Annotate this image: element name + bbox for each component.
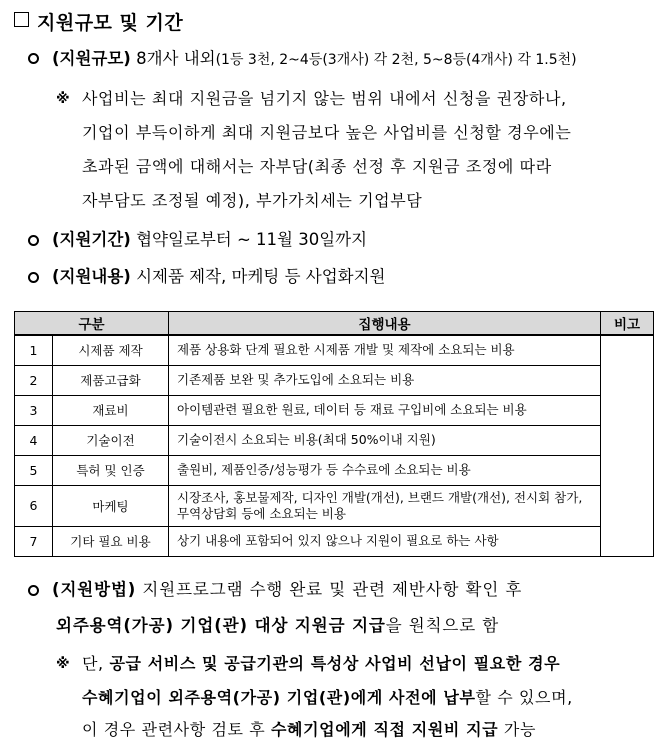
execution-table xyxy=(14,311,654,557)
row-number: 1 xyxy=(15,335,53,365)
scale-detail: (1등 3천, 2~4등(3개사) 각 2천, 5~8등(4개사) 각 1.5천) xyxy=(215,52,577,68)
table-row xyxy=(15,526,654,556)
row-description xyxy=(169,485,601,526)
table-header-row xyxy=(15,312,654,336)
row-description: 제품 상용화 단계 필요한 시제품 개발 및 제작에 소요되는 비용 xyxy=(169,335,601,365)
row-category: 제품고급화 xyxy=(53,365,169,395)
row-number: 5 xyxy=(15,455,53,485)
row-description: 상기 내용에 포함되어 있지 않으나 지원이 필요로 하는 사항 xyxy=(169,526,601,556)
row-number: 3 xyxy=(15,395,53,425)
method-note-3a: 이 경우 관련사항 검토 후 xyxy=(82,720,271,739)
row-description: 기존제품 보완 및 추가도입에 소요되는 비용 xyxy=(169,365,601,395)
method-line-1 xyxy=(52,580,522,600)
method-text-1: 지원프로그램 수행 완료 및 관련 제반사항 확인 후 xyxy=(142,580,523,599)
header-execution: 집행내용 xyxy=(169,312,601,336)
method-text-2-rest: 을 원칙으로 함 xyxy=(385,616,500,635)
row-category: 기술이전 xyxy=(53,425,169,455)
row-category: 특허 및 인증 xyxy=(53,455,169,485)
remark-cell xyxy=(601,335,654,556)
table-row xyxy=(15,335,654,365)
method-line-2 xyxy=(56,616,499,636)
scale-note-line-1: 사업비는 최대 지원금을 넘기지 않는 범위 내에서 신청을 권장하나, xyxy=(82,89,567,108)
row-category: 마케팅 xyxy=(53,485,169,526)
header-category: 구분 xyxy=(15,312,169,336)
method-label: (지원방법) xyxy=(52,580,137,599)
scale-main: 8개사 내외 xyxy=(136,49,216,68)
table-row xyxy=(15,455,654,485)
row-number: 2 xyxy=(15,365,53,395)
method-note-1b: 공급 서비스 및 공급기관의 특성상 사업비 선납이 필요한 경우 xyxy=(109,654,561,673)
header-remark: 비고 xyxy=(601,312,654,336)
method-note-line-1 xyxy=(82,654,560,674)
period-line xyxy=(52,230,367,250)
table-row xyxy=(15,395,654,425)
table-row xyxy=(15,365,654,395)
row-description: 아이템관련 필요한 원료, 데이터 등 재료 구입비에 소요되는 비용 xyxy=(169,395,601,425)
row-category: 재료비 xyxy=(53,395,169,425)
row-description: 출원비, 제품인증/성능평가 등 수수료에 소요되는 비용 xyxy=(169,455,601,485)
bullet-circle-icon xyxy=(28,235,39,246)
table-row xyxy=(15,485,654,526)
row-number: 6 xyxy=(15,485,53,526)
row-number: 7 xyxy=(15,526,53,556)
method-note-line-3 xyxy=(82,720,536,740)
period-label: (지원기간) xyxy=(52,230,131,249)
bullet-circle-icon xyxy=(28,272,39,283)
period-text: 협약일로부터 ~ 11월 30일까지 xyxy=(136,230,368,249)
row-description-line-2: 무역상담회 등에 소요되는 비용 xyxy=(177,505,346,521)
method-text-2-bold: 외주용역(가공) 기업(관) 대상 지원금 지급 xyxy=(56,616,386,635)
method-note-3b: 수혜기업에게 직접 지원비 지급 xyxy=(271,720,499,739)
scale-note-line-3: 초과된 금액에 대해서는 자부담(최종 선정 후 지원금 조정에 따라 xyxy=(82,157,552,176)
note-mark: ※ xyxy=(56,656,70,672)
row-description-line-1: 시장조사, 홍보물제작, 디자인 개발(개선), 브랜드 개발(개선), 전시회 참가, xyxy=(177,489,583,505)
scale-note-line-2: 기업이 부득이하게 최대 지원금보다 높은 사업비를 신청할 경우에는 xyxy=(82,123,572,142)
content-line xyxy=(52,267,385,287)
section-title: 지원규모 및 기간 xyxy=(37,12,184,34)
bullet-circle-icon xyxy=(28,585,39,596)
method-note-1a: 단, xyxy=(82,654,110,673)
checkbox-square-icon xyxy=(14,12,29,27)
bullet-circle-icon xyxy=(28,53,39,64)
note-mark: ※ xyxy=(56,91,70,107)
table-row xyxy=(15,425,654,455)
scale-label: (지원규모) xyxy=(52,49,131,68)
scale-line xyxy=(52,49,577,70)
scale-note-line-4: 자부담도 조정될 예정), 부가가치세는 기업부담 xyxy=(82,191,423,210)
row-number: 4 xyxy=(15,425,53,455)
row-description: 기술이전시 소요되는 비용(최대 50%이내 지원) xyxy=(169,425,601,455)
row-category: 기타 필요 비용 xyxy=(53,526,169,556)
method-note-3c: 가능 xyxy=(498,720,537,739)
method-note-line-2 xyxy=(82,688,573,708)
row-category: 시제품 제작 xyxy=(53,335,169,365)
method-note-2b: 할 수 있으며, xyxy=(475,688,573,707)
method-note-2a: 수혜기업이 외주용역(가공) 기업(관)에게 사전에 납부 xyxy=(82,688,476,707)
content-label: (지원내용) xyxy=(52,267,131,286)
content-text: 시제품 제작, 마케팅 등 사업화지원 xyxy=(136,267,386,286)
